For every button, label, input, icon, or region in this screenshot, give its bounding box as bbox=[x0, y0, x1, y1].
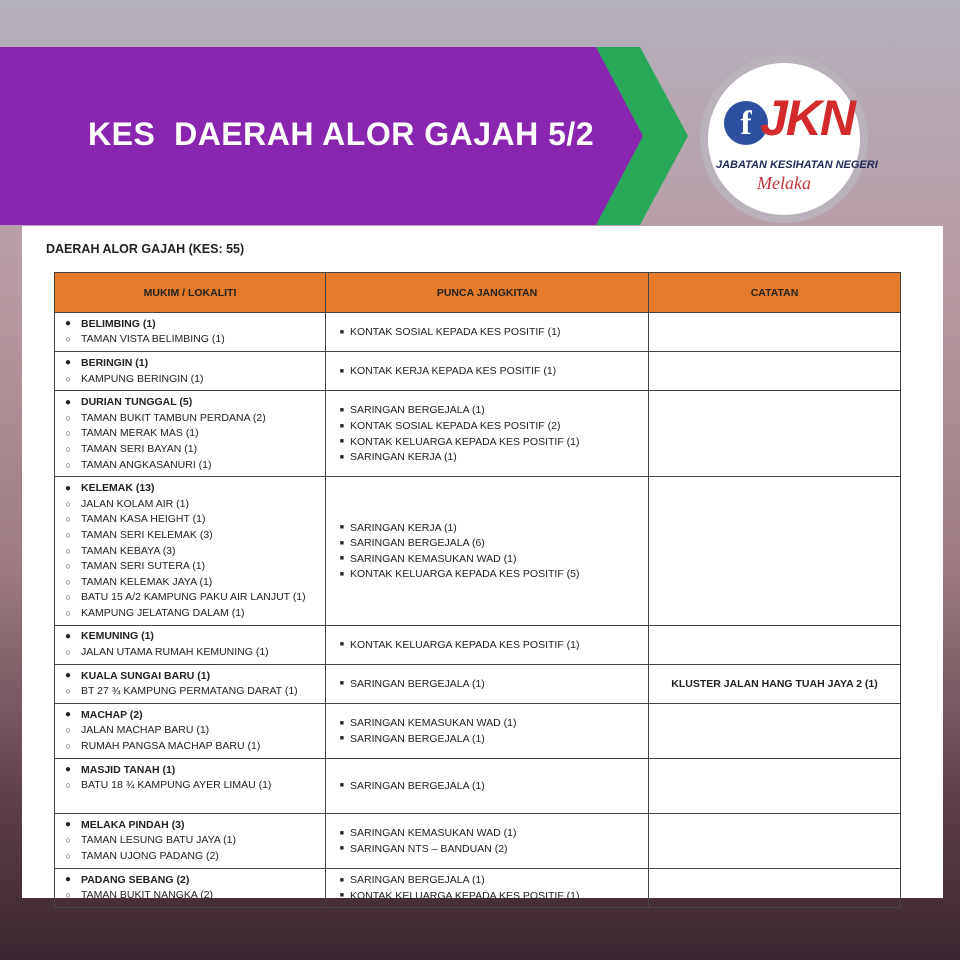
bullet-icon: ● bbox=[64, 396, 72, 408]
mukim-name: PADANG SEBANG (2) bbox=[81, 873, 190, 886]
lokaliti-name: TAMAN LESUNG BATU JAYA (1) bbox=[81, 834, 236, 847]
punca-text: SARINGAN NTS – BANDUAN (2) bbox=[350, 842, 508, 855]
circle-bullet-icon: ○ bbox=[65, 851, 71, 862]
punca-text: SARINGAN KEMASUKAN WAD (1) bbox=[350, 827, 517, 840]
table-row bbox=[55, 391, 901, 477]
punca-text: SARINGAN BERGEJALA (1) bbox=[350, 404, 485, 417]
mukim-name: BERINGIN (1) bbox=[81, 356, 149, 369]
cell-punca bbox=[326, 814, 649, 869]
table-row bbox=[55, 477, 901, 625]
punca-text: SARINGAN BERGEJALA (1) bbox=[350, 732, 485, 745]
punca-text: SARINGAN KERJA (1) bbox=[350, 451, 457, 464]
bullet-icon: ● bbox=[64, 670, 72, 682]
punca-text: KONTAK KELUARGA KEPADA KES POSITIF (1) bbox=[350, 435, 580, 448]
bullet-icon: ● bbox=[64, 482, 72, 494]
bullet-icon: ● bbox=[64, 874, 72, 886]
lokaliti-name: TAMAN ANGKASANURI (1) bbox=[81, 458, 212, 471]
cell-catatan: KLUSTER JALAN HANG TUAH JAYA 2 (1) bbox=[649, 664, 901, 703]
square-bullet-icon: ■ bbox=[339, 539, 344, 547]
mukim-name: MELAKA PINDAH (3) bbox=[81, 818, 185, 831]
punca-text: KONTAK KERJA KEPADA KES POSITIF (1) bbox=[350, 365, 557, 378]
punca-text: SARINGAN BERGEJALA (1) bbox=[350, 779, 485, 792]
table-body bbox=[55, 313, 901, 908]
square-bullet-icon: ■ bbox=[339, 438, 344, 446]
punca-text: SARINGAN KEMASUKAN WAD (1) bbox=[350, 717, 517, 730]
cell-catatan bbox=[649, 391, 901, 477]
mukim-name: KELEMAK (13) bbox=[81, 482, 155, 495]
lokaliti-name: TAMAN KASA HEIGHT (1) bbox=[81, 513, 206, 526]
punca-text: SARINGAN BERGEJALA (1) bbox=[350, 677, 485, 690]
circle-bullet-icon: ○ bbox=[65, 498, 71, 509]
circle-bullet-icon: ○ bbox=[65, 647, 71, 658]
circle-bullet-icon: ○ bbox=[65, 428, 71, 439]
mukim-name: DURIAN TUNGGAL (5) bbox=[81, 396, 193, 409]
header-punca: PUNCA JANGKITAN bbox=[326, 273, 649, 313]
punca-text: KONTAK KELUARGA KEPADA KES POSITIF (1) bbox=[350, 638, 580, 651]
lokaliti-name: KAMPUNG JELATANG DALAM (1) bbox=[81, 606, 245, 619]
logo-jkn-text: JKN bbox=[760, 90, 855, 146]
circle-bullet-icon: ○ bbox=[65, 576, 71, 587]
cell-mukim-lokaliti bbox=[55, 352, 326, 391]
square-bullet-icon: ■ bbox=[339, 367, 344, 375]
circle-bullet-icon: ○ bbox=[65, 514, 71, 525]
green-chevron-decoration bbox=[596, 47, 688, 225]
square-bullet-icon: ■ bbox=[339, 735, 344, 743]
cell-catatan bbox=[649, 313, 901, 352]
punca-text: SARINGAN KERJA (1) bbox=[350, 521, 457, 534]
lokaliti-name: TAMAN UJONG PADANG (2) bbox=[81, 850, 219, 863]
table-row bbox=[55, 313, 901, 352]
circle-bullet-icon: ○ bbox=[65, 459, 71, 470]
circle-bullet-icon: ○ bbox=[65, 443, 71, 454]
lokaliti-name: TAMAN VISTA BELIMBING (1) bbox=[81, 333, 225, 346]
circle-bullet-icon: ○ bbox=[65, 725, 71, 736]
cell-punca bbox=[326, 664, 649, 703]
mukim-name: BELIMBING (1) bbox=[81, 317, 156, 330]
table-row bbox=[55, 758, 901, 813]
square-bullet-icon: ■ bbox=[339, 328, 344, 336]
lokaliti-name: TAMAN SERI SUTERA (1) bbox=[81, 560, 206, 573]
punca-text: KONTAK KELUARGA KEPADA KES POSITIF (1) bbox=[350, 889, 580, 902]
cell-catatan bbox=[649, 814, 901, 869]
square-bullet-icon: ■ bbox=[339, 524, 344, 532]
cell-mukim-lokaliti bbox=[55, 313, 326, 352]
square-bullet-icon: ■ bbox=[339, 829, 344, 837]
cell-mukim-lokaliti bbox=[55, 391, 326, 477]
square-bullet-icon: ■ bbox=[339, 422, 344, 430]
lokaliti-name: TAMAN KEBAYA (3) bbox=[81, 544, 176, 557]
bullet-icon: ● bbox=[64, 764, 72, 776]
mukim-name: MASJID TANAH (1) bbox=[81, 763, 176, 776]
jkn-logo bbox=[700, 55, 878, 223]
circle-bullet-icon: ○ bbox=[65, 835, 71, 846]
circle-bullet-icon: ○ bbox=[65, 545, 71, 556]
square-bullet-icon: ■ bbox=[339, 719, 344, 727]
mukim-name: KEMUNING (1) bbox=[81, 630, 154, 643]
cell-catatan bbox=[649, 868, 901, 907]
circle-bullet-icon: ○ bbox=[65, 334, 71, 345]
table-row bbox=[55, 664, 901, 703]
square-bullet-icon: ■ bbox=[339, 782, 344, 790]
cell-punca bbox=[326, 477, 649, 625]
lokaliti-name: TAMAN KELEMAK JAYA (1) bbox=[81, 575, 213, 588]
punca-text: KONTAK SOSIAL KEPADA KES POSITIF (2) bbox=[350, 420, 561, 433]
lokaliti-name: JALAN KOLAM AIR (1) bbox=[81, 497, 189, 510]
mukim-name: MACHAP (2) bbox=[81, 708, 143, 721]
cell-mukim-lokaliti bbox=[55, 814, 326, 869]
lokaliti-name: BT 27 ¾ KAMPUNG PERMATANG DARAT (1) bbox=[81, 685, 298, 698]
document-sheet bbox=[22, 226, 943, 902]
cell-catatan bbox=[649, 625, 901, 664]
square-bullet-icon: ■ bbox=[339, 453, 344, 461]
table-row bbox=[55, 625, 901, 664]
circle-bullet-icon: ○ bbox=[65, 592, 71, 603]
lokaliti-name: TAMAN SERI BAYAN (1) bbox=[81, 442, 198, 455]
square-bullet-icon: ■ bbox=[339, 680, 344, 688]
facebook-icon: f bbox=[724, 101, 768, 145]
circle-bullet-icon: ○ bbox=[65, 373, 71, 384]
circle-bullet-icon: ○ bbox=[65, 607, 71, 618]
square-bullet-icon: ■ bbox=[339, 845, 344, 853]
lokaliti-name: TAMAN BUKIT TAMBUN PERDANA (2) bbox=[81, 411, 266, 424]
cell-catatan bbox=[649, 758, 901, 813]
bullet-icon: ● bbox=[64, 709, 72, 721]
circle-bullet-icon: ○ bbox=[65, 561, 71, 572]
header-mukim: MUKIM / LOKALITI bbox=[55, 273, 326, 313]
lokaliti-name: TAMAN SERI KELEMAK (3) bbox=[81, 528, 213, 541]
cell-mukim-lokaliti bbox=[55, 625, 326, 664]
cell-mukim-lokaliti bbox=[55, 664, 326, 703]
lokaliti-name: JALAN MACHAP BARU (1) bbox=[81, 724, 210, 737]
table-row bbox=[55, 868, 901, 907]
banner-title: KES DAERAH ALOR GAJAH 5/2 bbox=[88, 116, 595, 152]
cell-catatan bbox=[649, 477, 901, 625]
punca-text: KONTAK SOSIAL KEPADA KES POSITIF (1) bbox=[350, 326, 561, 339]
punca-text: SARINGAN BERGEJALA (6) bbox=[350, 537, 485, 550]
cell-punca bbox=[326, 704, 649, 759]
cell-catatan bbox=[649, 704, 901, 759]
cell-punca bbox=[326, 625, 649, 664]
cell-punca bbox=[326, 868, 649, 907]
cell-mukim-lokaliti bbox=[55, 758, 326, 813]
lokaliti-name: BATU 15 A/2 KAMPUNG PAKU AIR LANJUT (1) bbox=[81, 591, 306, 604]
lokaliti-name: KAMPUNG BERINGIN (1) bbox=[81, 372, 204, 385]
bullet-icon: ● bbox=[64, 318, 72, 330]
table-row bbox=[55, 704, 901, 759]
lokaliti-name: RUMAH PANGSA MACHAP BARU (1) bbox=[81, 740, 261, 753]
bullet-icon: ● bbox=[64, 357, 72, 369]
circle-bullet-icon: ○ bbox=[65, 412, 71, 423]
punca-text: SARINGAN KEMASUKAN WAD (1) bbox=[350, 552, 517, 565]
cell-punca bbox=[326, 313, 649, 352]
square-bullet-icon: ■ bbox=[339, 892, 344, 900]
lokaliti-name: TAMAN BUKIT NANGKA (2) bbox=[81, 889, 214, 902]
cell-punca bbox=[326, 391, 649, 477]
lokaliti-name: BATU 18 ¾ KAMPUNG AYER LIMAU (1) bbox=[81, 779, 272, 792]
circle-bullet-icon: ○ bbox=[65, 741, 71, 752]
square-bullet-icon: ■ bbox=[339, 876, 344, 884]
jkn-logo-face bbox=[708, 63, 878, 215]
cell-mukim-lokaliti bbox=[55, 704, 326, 759]
logo-subtitle: JABATAN KESIHATAN NEGERI bbox=[716, 159, 878, 171]
logo-melaka-script: Melaka bbox=[757, 173, 811, 193]
circle-bullet-icon: ○ bbox=[65, 686, 71, 697]
square-bullet-icon: ■ bbox=[339, 555, 344, 563]
table-row bbox=[55, 352, 901, 391]
square-bullet-icon: ■ bbox=[339, 641, 344, 649]
mukim-name: KUALA SUNGAI BARU (1) bbox=[81, 669, 211, 682]
table-header-row bbox=[55, 273, 901, 313]
cell-mukim-lokaliti bbox=[55, 477, 326, 625]
bullet-icon: ● bbox=[64, 630, 72, 642]
header-catatan: CATATAN bbox=[649, 273, 901, 313]
square-bullet-icon: ■ bbox=[339, 406, 344, 414]
square-bullet-icon: ■ bbox=[339, 570, 344, 578]
punca-text: SARINGAN BERGEJALA (1) bbox=[350, 874, 485, 887]
document-heading: DAERAH ALOR GAJAH (KES: 55) bbox=[46, 242, 245, 256]
bullet-icon: ● bbox=[64, 819, 72, 831]
circle-bullet-icon: ○ bbox=[65, 890, 71, 901]
lokaliti-name: TAMAN MERAK MAS (1) bbox=[81, 427, 199, 440]
cases-table bbox=[54, 272, 901, 908]
table-row bbox=[55, 814, 901, 869]
lokaliti-name: JALAN UTAMA RUMAH KEMUNING (1) bbox=[81, 646, 269, 659]
cell-catatan bbox=[649, 352, 901, 391]
circle-bullet-icon: ○ bbox=[65, 780, 71, 791]
cell-mukim-lokaliti bbox=[55, 868, 326, 907]
cell-punca bbox=[326, 758, 649, 813]
punca-text: KONTAK KELUARGA KEPADA KES POSITIF (5) bbox=[350, 568, 580, 581]
circle-bullet-icon: ○ bbox=[65, 529, 71, 540]
cell-punca bbox=[326, 352, 649, 391]
